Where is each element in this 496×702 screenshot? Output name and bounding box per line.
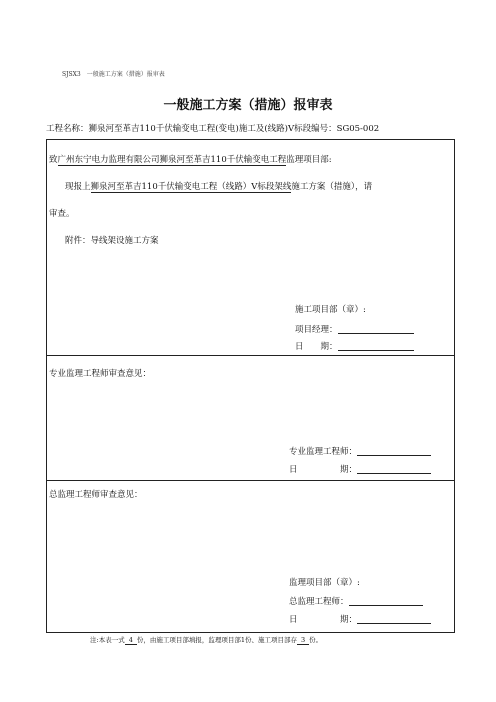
date-label-3: 日 期： bbox=[289, 615, 358, 625]
note-prefix: 注:本表一式 bbox=[90, 636, 125, 644]
note-suffix: 份。 bbox=[309, 636, 323, 644]
date-line-2[interactable] bbox=[357, 464, 431, 474]
chief-signature-line[interactable] bbox=[349, 596, 423, 606]
note-kept: 3 bbox=[297, 636, 309, 645]
row-divider-1 bbox=[47, 355, 454, 356]
supervision-dept-label: 监理项目部（章）: bbox=[289, 578, 360, 588]
form-table bbox=[46, 139, 455, 633]
chief-signature-field bbox=[289, 595, 423, 607]
row-divider-2 bbox=[47, 480, 454, 481]
form-code: SJSX3 一般施工方案（措施）报审表 bbox=[62, 71, 165, 78]
project-name-line: 工程名称：狮泉河至革吉110千伏输变电工程(变电)施工及(线路)Ⅴ标段编号：SG05-002 bbox=[46, 124, 380, 134]
date-field-3 bbox=[289, 613, 431, 625]
construction-dept-label: 施工项目部（章）: bbox=[295, 305, 366, 315]
addressee-suffix: 监理项目部: bbox=[286, 155, 332, 165]
submission-body bbox=[65, 180, 372, 192]
date-field-1 bbox=[295, 340, 414, 352]
body-prefix: 现报上 bbox=[65, 182, 91, 192]
attachment-line: 附件：导线架设施工方案 bbox=[65, 236, 159, 246]
date-line-3[interactable] bbox=[357, 614, 431, 624]
chief-review-heading: 总监理工程师审查意见： bbox=[49, 490, 143, 500]
date-label-2: 日 期： bbox=[289, 465, 358, 475]
footnote bbox=[90, 635, 322, 644]
engineer-signature-field bbox=[289, 445, 431, 457]
engineer-review-heading: 专业监理工程师审查意见： bbox=[49, 369, 152, 379]
body-suffix: 施工方案（措施），请 bbox=[291, 182, 373, 192]
note-copies: 4 bbox=[125, 636, 137, 645]
chief-label: 总监理工程师： bbox=[289, 597, 349, 607]
addressee-line bbox=[49, 153, 332, 165]
addressee-prefix: 致 bbox=[49, 155, 58, 165]
date-line-1[interactable] bbox=[338, 341, 414, 351]
date-field-2 bbox=[289, 463, 431, 475]
date-label-1: 日 期： bbox=[295, 342, 338, 352]
note-middle: 份，由施工项目部填报，监理项目部1份、施工项目部存 bbox=[136, 636, 297, 644]
project-manager-signature-line[interactable] bbox=[338, 324, 414, 334]
addressee-org: 广州东宁电力监理有限公司狮泉河至革吉110千伏输变电工程 bbox=[57, 155, 287, 165]
project-scope: 狮泉河至革吉110千伏输变电工程（线路）Ⅴ标段架线 bbox=[90, 182, 292, 192]
project-manager-label: 项目经理： bbox=[295, 325, 338, 335]
project-manager-field bbox=[295, 323, 414, 335]
submission-body-cont: 审查。 bbox=[49, 209, 75, 219]
engineer-label: 专业监理工程师： bbox=[289, 447, 358, 457]
page-title: 一般施工方案（措施）报审表 bbox=[163, 98, 333, 113]
engineer-signature-line[interactable] bbox=[357, 446, 431, 456]
